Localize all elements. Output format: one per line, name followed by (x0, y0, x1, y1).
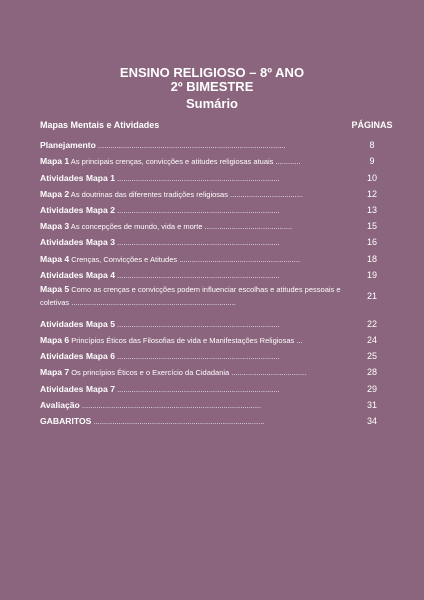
toc-entry-title: Atividades Mapa 6 (40, 351, 115, 362)
toc-entry-page: 15 (366, 221, 377, 232)
toc-entry-description: Como as crenças e convicções podem influenciar escolhas e atitudes pessoais e coletivas ............................................................................... (40, 285, 341, 308)
toc-entry-page: 13 (366, 204, 377, 215)
toc-entry-page: 21 (366, 291, 377, 302)
toc-entry-page: 19 (366, 269, 377, 280)
toc-row (40, 377, 394, 393)
toc-entry-title: Mapa 7 (40, 367, 70, 378)
toc-entry-label (40, 416, 350, 426)
toc-entry-label (40, 351, 350, 361)
toc-entry-page: 12 (366, 188, 377, 199)
toc-entry-label (40, 283, 350, 309)
toc-entry-title: Atividades Mapa 7 (40, 383, 115, 394)
toc-row (40, 134, 394, 150)
toc-entry-description: .............................................................................. (114, 384, 280, 394)
toc-column-pages: PÁGINAS (351, 120, 393, 130)
toc-entry-label (40, 156, 350, 166)
toc-entry-title: GABARITOS (40, 416, 92, 426)
toc-entry-label (40, 319, 350, 329)
toc-entry-title: Atividades Mapa 4 (40, 269, 115, 280)
toc-entry-title: Atividades Mapa 2 (40, 204, 115, 215)
toc-entry-label (40, 237, 350, 247)
summary-heading: Sumário (185, 96, 238, 111)
toc-entry-description: Princípios Éticos das Filosofias de vida e Manifestações Religiosas ... (69, 336, 303, 346)
toc-entry-description: .................................................................................. (91, 417, 265, 426)
toc-header (40, 120, 394, 134)
toc-entry-description: .............................................................................. (114, 173, 280, 183)
toc-row (40, 166, 394, 182)
toc-entry-label (40, 205, 350, 215)
toc-entry-page: 16 (366, 237, 377, 248)
toc-entry-title: Mapa 2 (40, 188, 70, 199)
toc-entry-description: ...................................................................................... (79, 400, 262, 410)
toc-entry-title: Atividades Mapa 1 (40, 172, 115, 183)
toc-row (40, 264, 394, 280)
toc-row (40, 361, 394, 377)
toc-row (40, 410, 394, 426)
toc-entry-label (40, 335, 350, 345)
toc-row (40, 313, 394, 329)
toc-entry-label (40, 367, 350, 377)
toc-entry-description: As concepções de mundo, vida e morte .......................................... (69, 222, 293, 232)
toc-row (40, 199, 394, 215)
toc-entry-title: Mapa 5 (40, 284, 70, 295)
toc-entry-description: .............................................................................. (114, 352, 280, 362)
table-of-contents (40, 120, 394, 426)
toc-entry-description: .............................................................................. (114, 205, 280, 215)
toc-row (40, 183, 394, 199)
document-header (0, 66, 424, 112)
toc-rows (40, 134, 394, 426)
toc-row (40, 394, 394, 410)
toc-entry-page: 28 (366, 367, 377, 378)
toc-entry-description: .............................................................................. (114, 238, 280, 248)
toc-entry-label (40, 140, 350, 150)
toc-entry-page: 8 (369, 140, 375, 151)
toc-row (40, 247, 394, 263)
toc-entry-page: 29 (366, 383, 377, 394)
toc-entry-title: Mapa 3 (40, 221, 70, 232)
toc-entry-label (40, 173, 350, 183)
toc-entry-label (40, 254, 350, 264)
document-bimester: 2º BIMESTRE (170, 79, 254, 94)
toc-entry-page: 25 (366, 351, 377, 362)
toc-entry-label (40, 221, 350, 231)
toc-entry-page: 22 (366, 318, 377, 329)
toc-entry-page: 9 (369, 156, 375, 167)
toc-row (40, 231, 394, 247)
toc-row (40, 280, 394, 313)
toc-row (40, 150, 394, 166)
toc-entry-title: Atividades Mapa 3 (40, 237, 115, 248)
toc-entry-description: Crenças, Convicções e Atitudes .......................................................... (69, 254, 301, 264)
toc-entry-description: As doutrinas das diferentes tradições religiosas ................................... (69, 189, 303, 199)
toc-entry-title: Atividades Mapa 5 (40, 318, 115, 329)
toc-entry-title: Planejamento (40, 140, 96, 151)
toc-entry-description: As principais crenças, convicções e atitudes religiosas atuais ............ (69, 157, 301, 167)
toc-row (40, 215, 394, 231)
document-title: ENSINO RELIGIOSO – 8º ANO (119, 65, 305, 80)
toc-column-label: Mapas Mentais e Atividades (40, 120, 160, 130)
toc-entry-label (40, 270, 350, 280)
toc-entry-page: 18 (366, 253, 377, 264)
toc-entry-description: .......................................................................................... (95, 141, 286, 151)
toc-entry-description: .............................................................................. (114, 270, 280, 280)
toc-entry-description: .............................................................................. (114, 319, 280, 329)
toc-entry-description: Os princípios Éticos e o Exercício da Cidadania .................................... (69, 368, 307, 378)
toc-entry-page: 31 (366, 399, 377, 410)
toc-entry-page: 10 (366, 172, 377, 183)
toc-entry-label (40, 400, 350, 410)
toc-entry-title: Avaliação (40, 399, 80, 410)
toc-entry-title: Mapa 6 (40, 335, 70, 346)
toc-entry-title: Mapa 4 (40, 253, 70, 264)
toc-entry-title: Mapa 1 (40, 156, 70, 167)
toc-entry-label (40, 189, 350, 199)
toc-row (40, 329, 394, 345)
toc-entry-page: 34 (366, 416, 377, 426)
toc-row (40, 345, 394, 361)
toc-entry-page: 24 (366, 335, 377, 346)
toc-entry-label (40, 384, 350, 394)
